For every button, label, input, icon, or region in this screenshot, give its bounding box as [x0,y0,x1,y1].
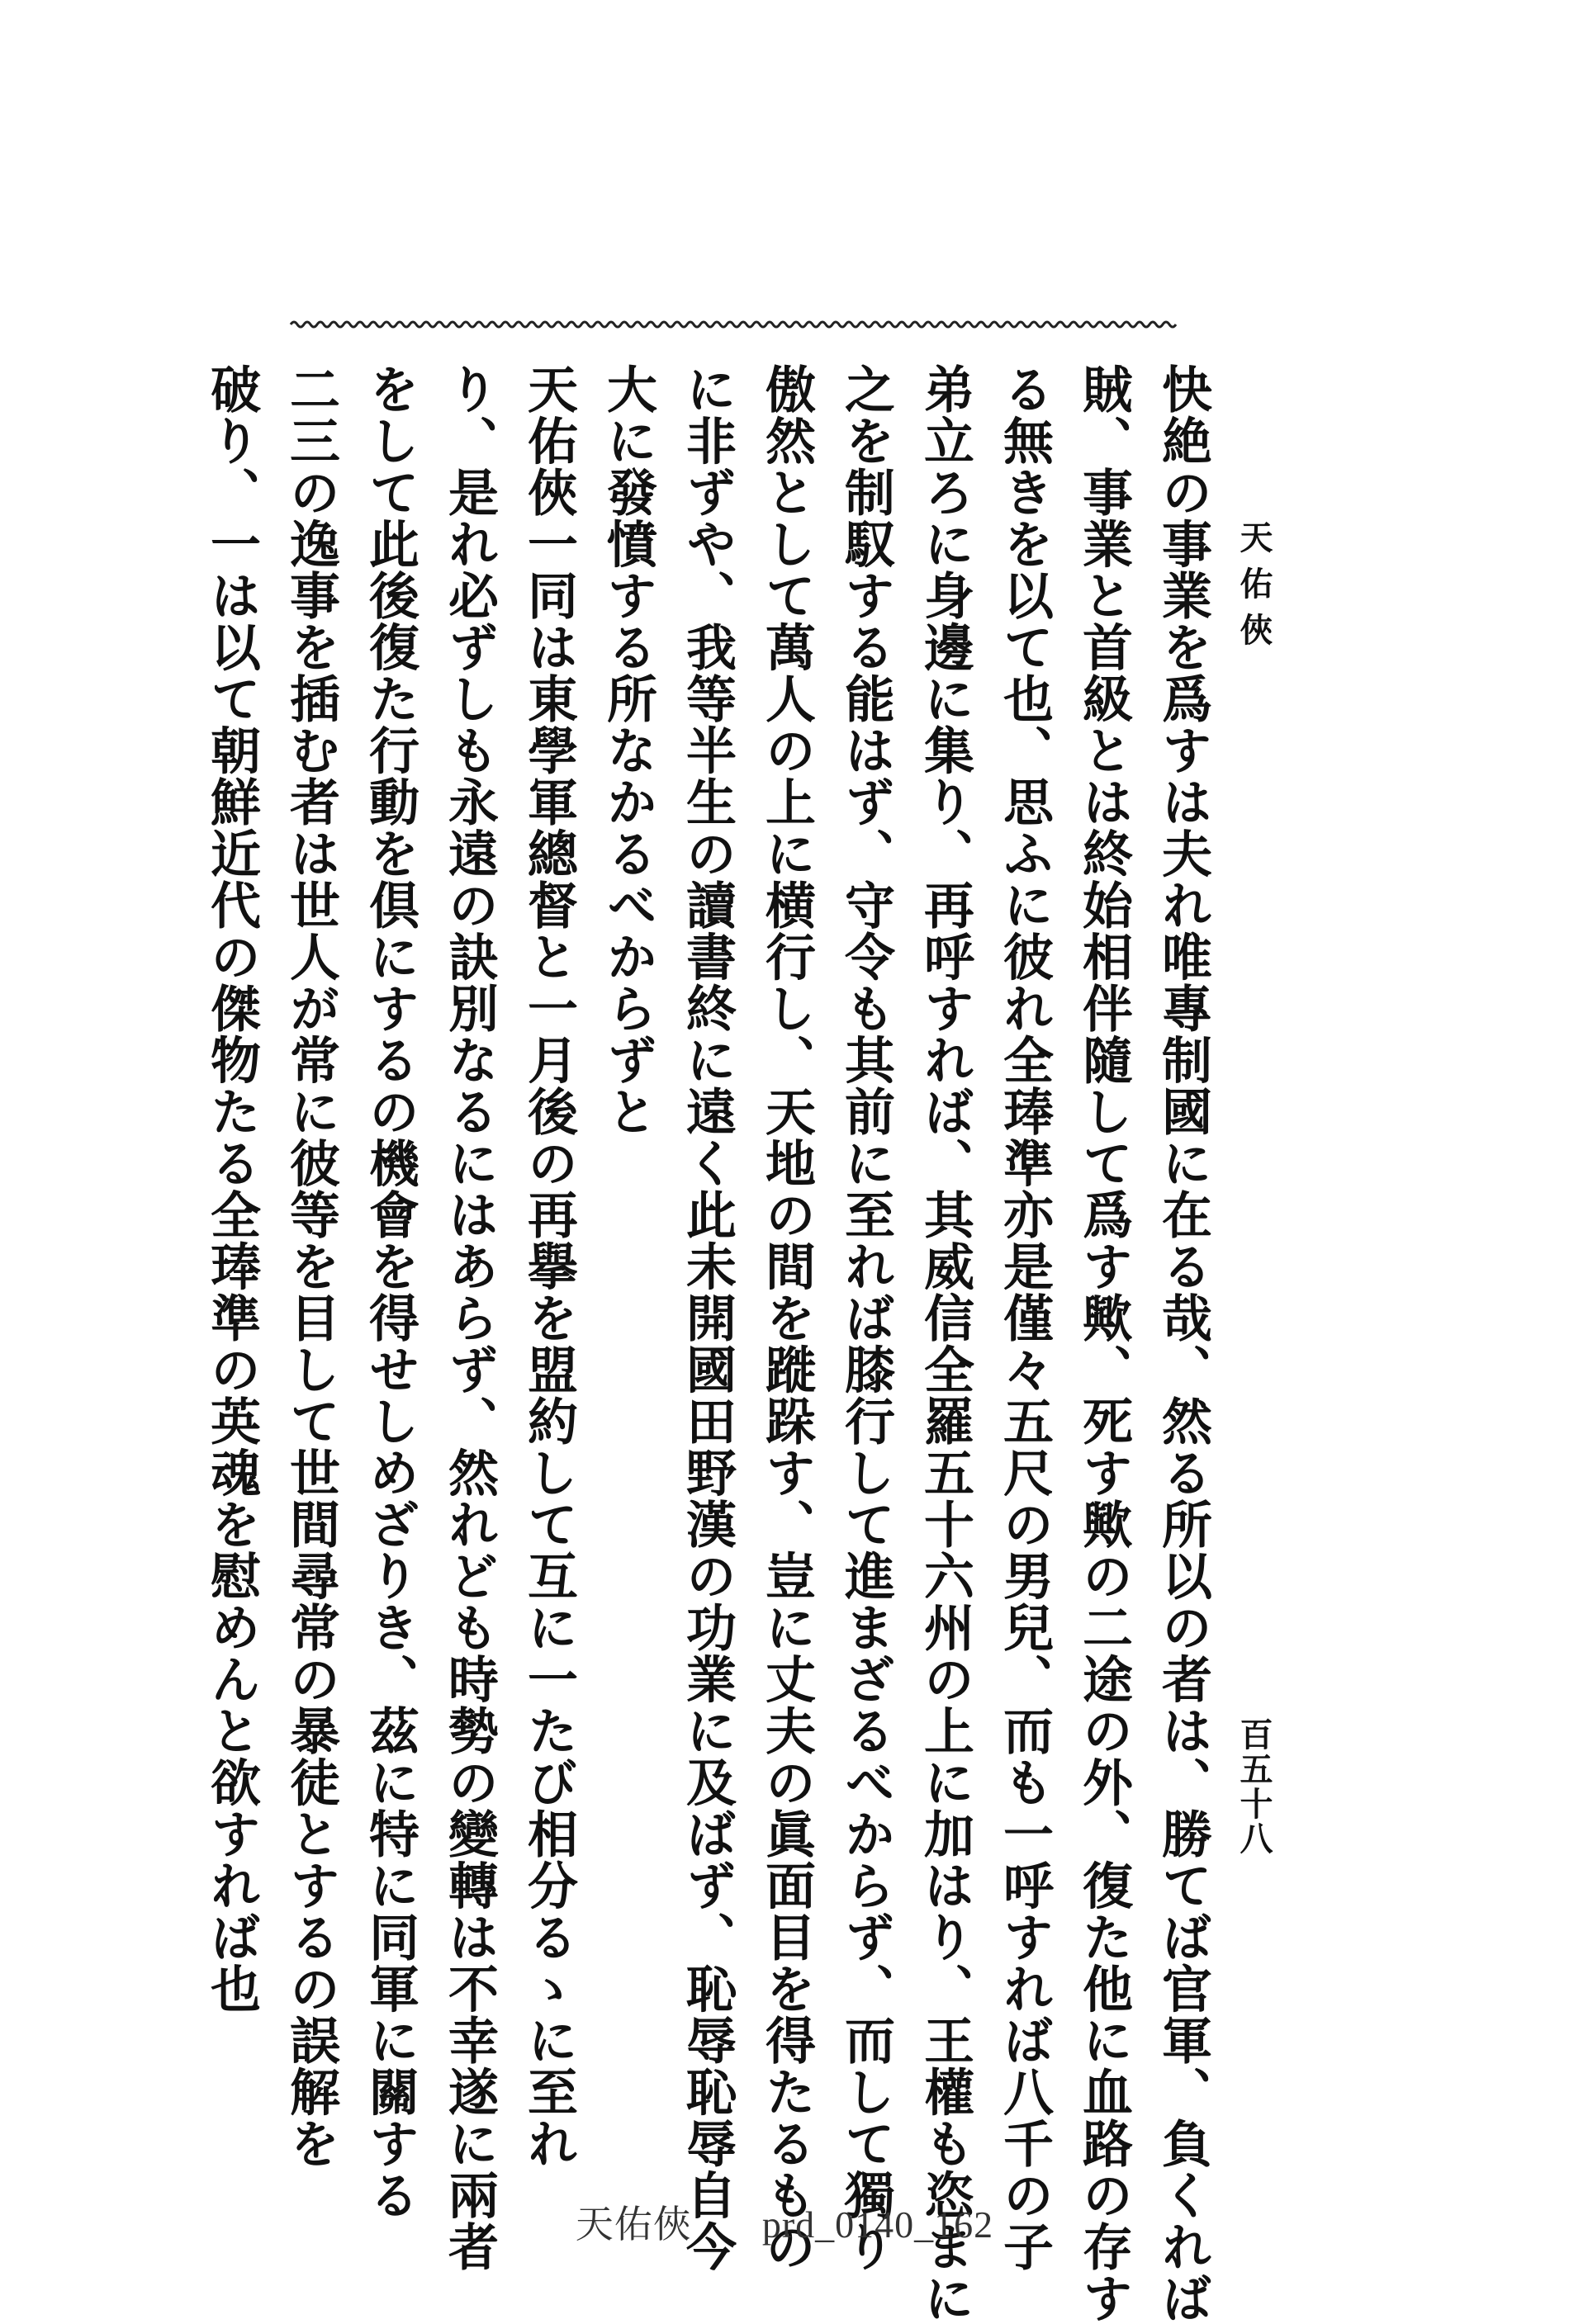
body-text: 快絶の事業を爲すは夫れ唯專制國に在る哉、然る所以の者は、勝てば官軍、負くれば 賊、事業と首級とは終始相伴隨して爲す歟、死す歟の二途の外、復た他に血路の存す る無きを以て也、思ふに彼れ全琫準亦是僅々五尺の男兒、而も一呼すれば八千の子 弟立ろに身邊に集り、再呼すれば、其威信全羅五十六州の上に加はり、王權も恣まに 之を制馭する能はず、守令も其前に至れば膝行して進まざるべからず、而して獨り 傲然として萬人の上に横行し、天地の間を蹝跺す、豈に丈夫の眞面目を得たるもの に非ずや、我等半生の讀書終に遠く此未開國田野漢の功業に及ばず、恥辱恥辱自今 大に發憤する所なかるべからずと 天佑俠一同は東學軍總督と一月後の再擧を盟約して互に一たび相分るゝに至れ り、是れ必ずしも永遠の訣別なるにはあらず、然れども時勢の變轉は不幸遂に兩者 をして此後復た行動を倶にするの機會を得せしめざりき、茲に特に同軍に關する 二三の逸事を插む者は世人が常に彼等を目して世間尋常の暴徒とするの誤解を 破り、一は以て朝鮮近代の傑物たる全琫準の英魂を慰めんと欲すれば也 [202,363,1212,2324]
running-title: 天佑俠 [1235,520,1273,659]
footer-title: 天佑俠 [575,2203,692,2246]
footer-id: prd_0140_162 [761,2203,994,2246]
wavy-rule-divider [291,312,1171,337]
page-number: 百五十八 [1235,1717,1273,1856]
footer-caption [0,2194,1569,2249]
